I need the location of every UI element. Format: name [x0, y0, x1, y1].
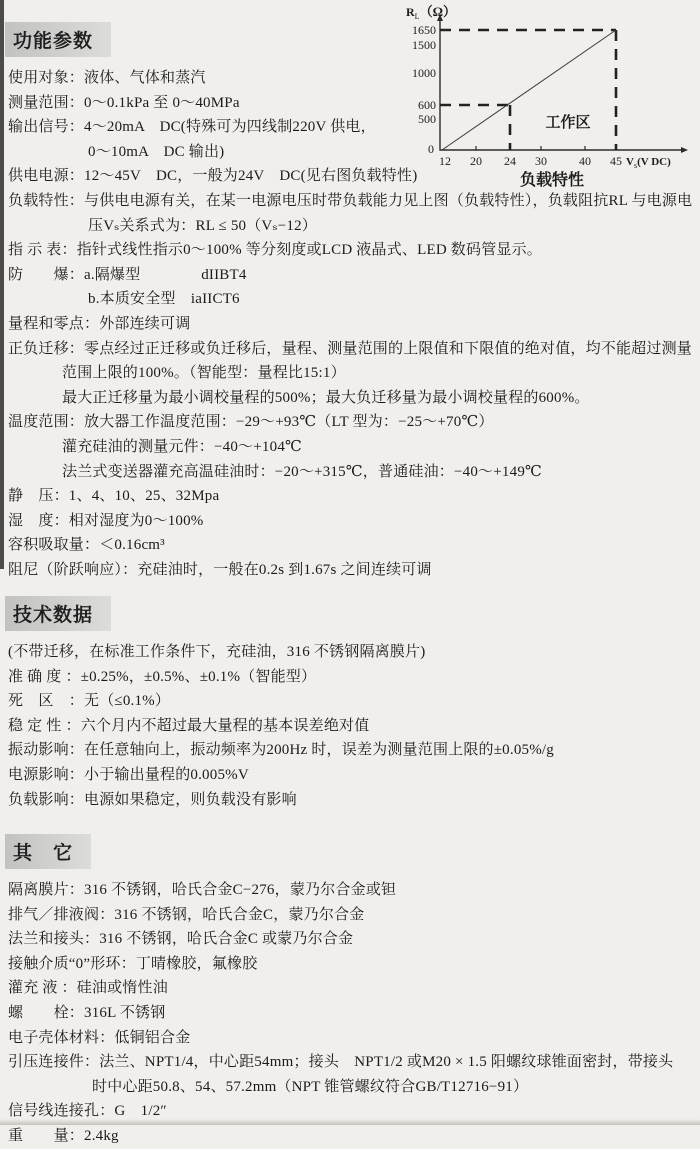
- spec-line: 温度范围：放大器工作温度范围：−29～+93℃（LT 型为：−25～+70℃）: [8, 414, 494, 431]
- spec-line: 法兰和接头：316 不锈钢，哈氏合金C 或蒙乃尔合金: [8, 931, 354, 948]
- spec-line: 灌充硅油的测量元件：−40～+104℃: [62, 438, 302, 455]
- chart-caption: 负载特性: [519, 172, 585, 189]
- section-others: [0, 834, 700, 1149]
- spec-line: 输出信号：4～20mA DC(特殊可为四线制220V 供电，: [8, 119, 376, 136]
- scan-artifact-bottom-edge: [0, 1119, 700, 1125]
- spec-line: 范围上限的100%。（智能型：量程比15:1）: [62, 365, 346, 382]
- spec-line: 最大正迁移量为最小调校量程的500%；最大负迁移量为最小调校量程的600%。: [62, 389, 590, 406]
- spec-line: 排气／排液阀：316 不锈钢，哈氏合金C，蒙乃尔合金: [8, 906, 365, 923]
- section-functional-parameters: [0, 22, 700, 582]
- spec-line: 电源影响：小于输出量程的0.005%V: [8, 766, 249, 783]
- spec-line: b.本质安全型 iaIICT6: [88, 291, 240, 308]
- spec-line: 使用对象：液体、气体和蒸汽: [8, 70, 206, 86]
- section-body: [0, 878, 700, 1149]
- section-body: [0, 640, 700, 812]
- x-tick-label: 30: [535, 154, 547, 168]
- spec-line: 法兰式变送器灌充高温硅油时：−20～+315℃，普通硅油：−40～+149℃: [62, 463, 542, 480]
- spec-line: 负载影响：电源如果稳定，则负载没有影响: [8, 791, 297, 808]
- scan-artifact-left-edge: [0, 0, 4, 569]
- y-tick-label: 500: [418, 112, 436, 126]
- spec-line: 量程和零点：外部连续可调: [8, 315, 191, 332]
- spec-line: (不带迁移，在标准工作条件下，充硅油，316 不锈钢隔离膜片): [8, 644, 426, 660]
- y-tick-label: 1000: [412, 66, 436, 80]
- spec-line: 隔离膜片：316 不锈钢，哈氏合金C−276，蒙乃尔合金或钽: [8, 882, 397, 898]
- spec-line: 信号线连接孔：G 1/2″: [8, 1103, 167, 1120]
- x-tick-label: 45: [610, 154, 622, 168]
- working-region-label: 工作区: [545, 115, 591, 131]
- spec-line: 防 爆：a.隔爆型 dIIBT4: [8, 266, 247, 283]
- spec-line: 死 区 ：无（≤0.1%）: [8, 693, 171, 710]
- spec-line: 稳 定 性 ：六个月内不超过最大量程的基本误差绝对值: [8, 717, 370, 734]
- y-tick-label: 1500: [412, 38, 436, 52]
- spec-line: 指 示 表：指针式线性指示0～100% 等分刻度或LCD 液晶式、LED 数码管显示。: [8, 242, 543, 259]
- spec-line: 正负迁移：零点经过正迁移或负迁移后，量程、测量范围的上限值和下限值的绝对值，均不能超过测量: [8, 340, 693, 357]
- y-tick-label: 1650: [412, 23, 436, 37]
- section-body: [0, 66, 700, 582]
- spec-line: 负载特性：与供电电源有关，在某一电源电压时带负载能力见上图（负载特性），负载阻抗RL 与电源电: [8, 192, 693, 209]
- section-title: 技术数据: [5, 596, 111, 631]
- x-tick-label: 40: [579, 154, 591, 168]
- spec-line: 时中心距50.8、54、57.2mm（NPT 锥管螺纹符合GB/T12716−91）: [92, 1078, 529, 1095]
- spec-line: 0～10mA DC 输出): [88, 143, 225, 160]
- spec-line: 灌充 液 ：硅油或惰性油: [8, 980, 168, 997]
- spec-line: 引压连接件：法兰、NPT1/4，中心距54mm；接头 NPT1/2 或M20 × 1.5 阳螺纹球锥面密封，带接头: [8, 1054, 674, 1071]
- y-tick-label: 0: [428, 142, 434, 156]
- section-title: 其 它: [5, 834, 91, 869]
- y-axis-title: RL（Ω）: [406, 4, 456, 21]
- spec-line: 供电电源：12～45V DC，一般为24V DC(见右图负载特性): [8, 168, 418, 185]
- section-title: 功能参数: [5, 22, 111, 57]
- x-tick-label: 12: [439, 154, 451, 168]
- spec-line: 振动影响：在任意轴向上，振动频率为200Hz 时，误差为测量范围上限的±0.05%/g: [8, 742, 554, 759]
- y-tick-label: 600: [418, 98, 436, 112]
- spec-line: 压Vₛ关系式为：RL ≤ 50（Vₛ−12）: [88, 217, 317, 234]
- spec-line: 电子壳体材料：低铜铝合金: [8, 1029, 191, 1046]
- spec-line: 测量范围：0～0.1kPa 至 0～40MPa: [8, 94, 240, 111]
- spec-line: 准 确 度 ：±0.25%，±0.5%、±0.1%（智能型）: [8, 668, 317, 685]
- spec-line: 湿 度：相对湿度为0～100%: [8, 512, 204, 529]
- x-tick-label: 24: [504, 154, 516, 168]
- spec-line: 容积吸取量：＜0.16cm³: [8, 537, 165, 554]
- spec-line: 重 量：2.4kg: [8, 1127, 119, 1144]
- x-tick-label: 20: [470, 154, 482, 168]
- section-technical-data: [0, 596, 700, 812]
- spec-line: 静 压：1、4、10、25、32Mpa: [8, 488, 220, 505]
- x-axis-title: Vs(V DC): [626, 156, 671, 170]
- spec-line: 阻尼（阶跃响应）：充硅油时，一般在0.2s 到1.67s 之间连续可调: [8, 561, 432, 578]
- spec-line: 螺 栓：316L 不锈钢: [8, 1004, 166, 1021]
- spec-line: 接触介质“0”形环：丁晴橡胶，氟橡胶: [8, 955, 258, 972]
